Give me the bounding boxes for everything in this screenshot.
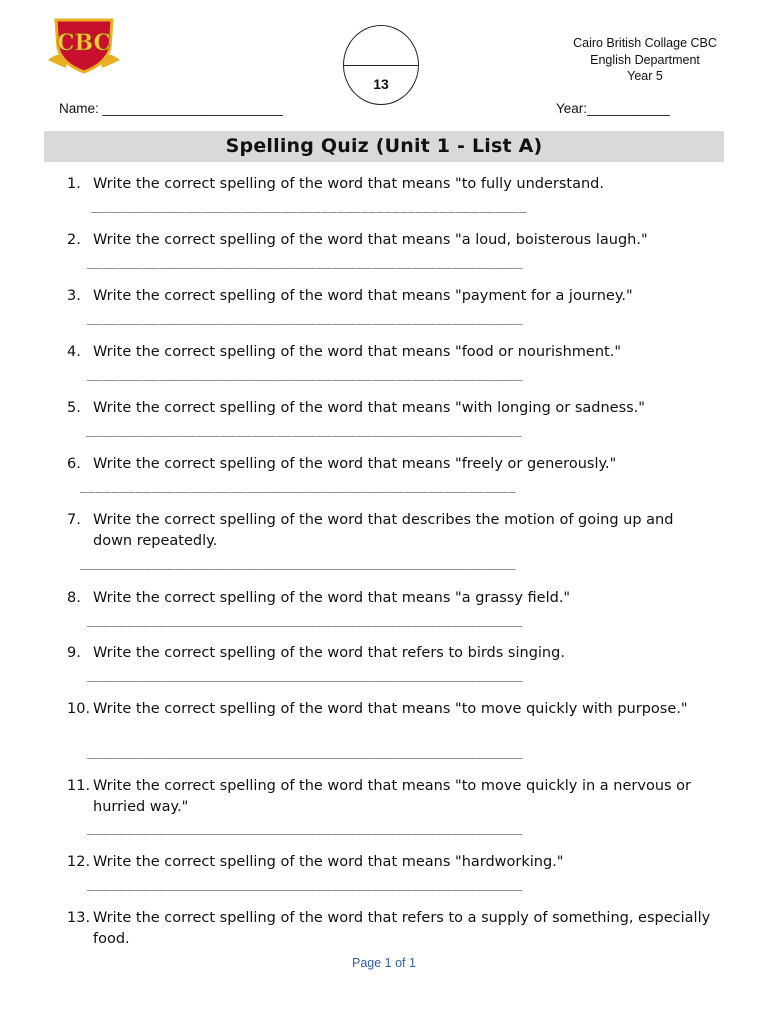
question-3 (67, 286, 717, 307)
answer-line-10[interactable]: _______________________________________________________ (87, 744, 523, 759)
answer-line-1[interactable]: _______________________________________________________ (91, 198, 527, 213)
question-text: Write the correct spelling of the word that means "freely or generously." (93, 456, 617, 472)
name-field[interactable] (59, 101, 283, 116)
school-name: Cairo British Collage CBC (573, 36, 717, 50)
question-text: Write the correct spelling of the word that describes the motion of going up and down repeatedly. (93, 512, 674, 549)
question-7 (67, 510, 717, 552)
question-number: 3. (67, 288, 81, 304)
answer-line-4[interactable]: _______________________________________________________ (87, 366, 523, 381)
question-12 (67, 852, 717, 873)
question-text: Write the correct spelling of the word that means "food or nourishment." (93, 344, 621, 360)
question-number: 1. (67, 176, 81, 192)
answer-line-5[interactable]: _______________________________________________________ (86, 422, 522, 437)
answer-line-12[interactable]: _______________________________________________________ (87, 876, 523, 891)
score-divider (344, 65, 418, 66)
question-9 (67, 643, 717, 664)
question-number: 10. (67, 701, 91, 717)
page-title: Spelling Quiz (Unit 1 - List A) (225, 135, 543, 157)
question-5 (67, 398, 717, 419)
question-2 (67, 230, 717, 251)
year-field[interactable] (556, 101, 670, 116)
question-number: 7. (67, 512, 81, 528)
school-info (560, 35, 730, 85)
question-13 (67, 908, 717, 950)
page-number: Page 1 of 1 (352, 956, 416, 970)
name-label: Name: (59, 101, 99, 116)
question-number: 11. (67, 778, 91, 794)
question-text: Write the correct spelling of the word that means "a grassy field." (93, 590, 571, 606)
question-text: Write the correct spelling of the word that means "a loud, boisterous laugh." (93, 232, 648, 248)
answer-line-11[interactable]: _______________________________________________________ (87, 820, 523, 835)
answer-line-3[interactable]: _______________________________________________________ (87, 310, 523, 325)
school-year: Year 5 (627, 69, 663, 83)
question-11 (67, 776, 717, 818)
department: English Department (590, 52, 700, 67)
question-text: Write the correct spelling of the word that means "payment for a journey." (93, 288, 633, 304)
question-text: Write the correct spelling of the word that means "to fully understand. (93, 176, 604, 192)
question-number: 4. (67, 344, 81, 360)
question-10 (67, 699, 717, 720)
answer-line-8[interactable]: _______________________________________________________ (87, 612, 523, 627)
answer-line-2[interactable]: _______________________________________________________ (87, 254, 523, 269)
question-text: Write the correct spelling of the word that means "to move quickly in a nervous or hurried way." (93, 778, 692, 815)
question-text: Write the correct spelling of the word that means "with longing or sadness." (93, 400, 645, 416)
question-4 (67, 342, 717, 363)
question-number: 6. (67, 456, 81, 472)
year-blank[interactable]: ___________ (587, 101, 670, 116)
answer-line-6[interactable]: _______________________________________________________ (80, 478, 516, 493)
score-circle (343, 25, 419, 105)
question-text: Write the correct spelling of the word that means "to move quickly with purpose." (93, 701, 688, 717)
question-number: 2. (67, 232, 81, 248)
answer-line-7[interactable]: _______________________________________________________ (80, 555, 516, 570)
question-number: 9. (67, 645, 81, 661)
question-1 (67, 174, 717, 195)
question-text: Write the correct spelling of the word that means "hardworking." (93, 854, 564, 870)
question-6 (67, 454, 717, 475)
logo-text: CBC (56, 30, 112, 56)
question-text: Write the correct spelling of the word that refers to a supply of something, especially food. (93, 910, 711, 947)
name-blank[interactable]: ________________________ (102, 101, 283, 116)
score-value: 13 (373, 76, 389, 92)
question-number: 5. (67, 400, 81, 416)
year-label: Year: (556, 101, 588, 116)
question-number: 13. (67, 910, 91, 926)
title-bar (44, 131, 724, 162)
question-number: 8. (67, 590, 81, 606)
question-number: 12. (67, 854, 91, 870)
answer-line-9[interactable]: _______________________________________________________ (87, 667, 523, 682)
question-8 (67, 588, 717, 609)
cbc-logo (46, 14, 122, 74)
question-text: Write the correct spelling of the word that refers to birds singing. (93, 645, 565, 661)
